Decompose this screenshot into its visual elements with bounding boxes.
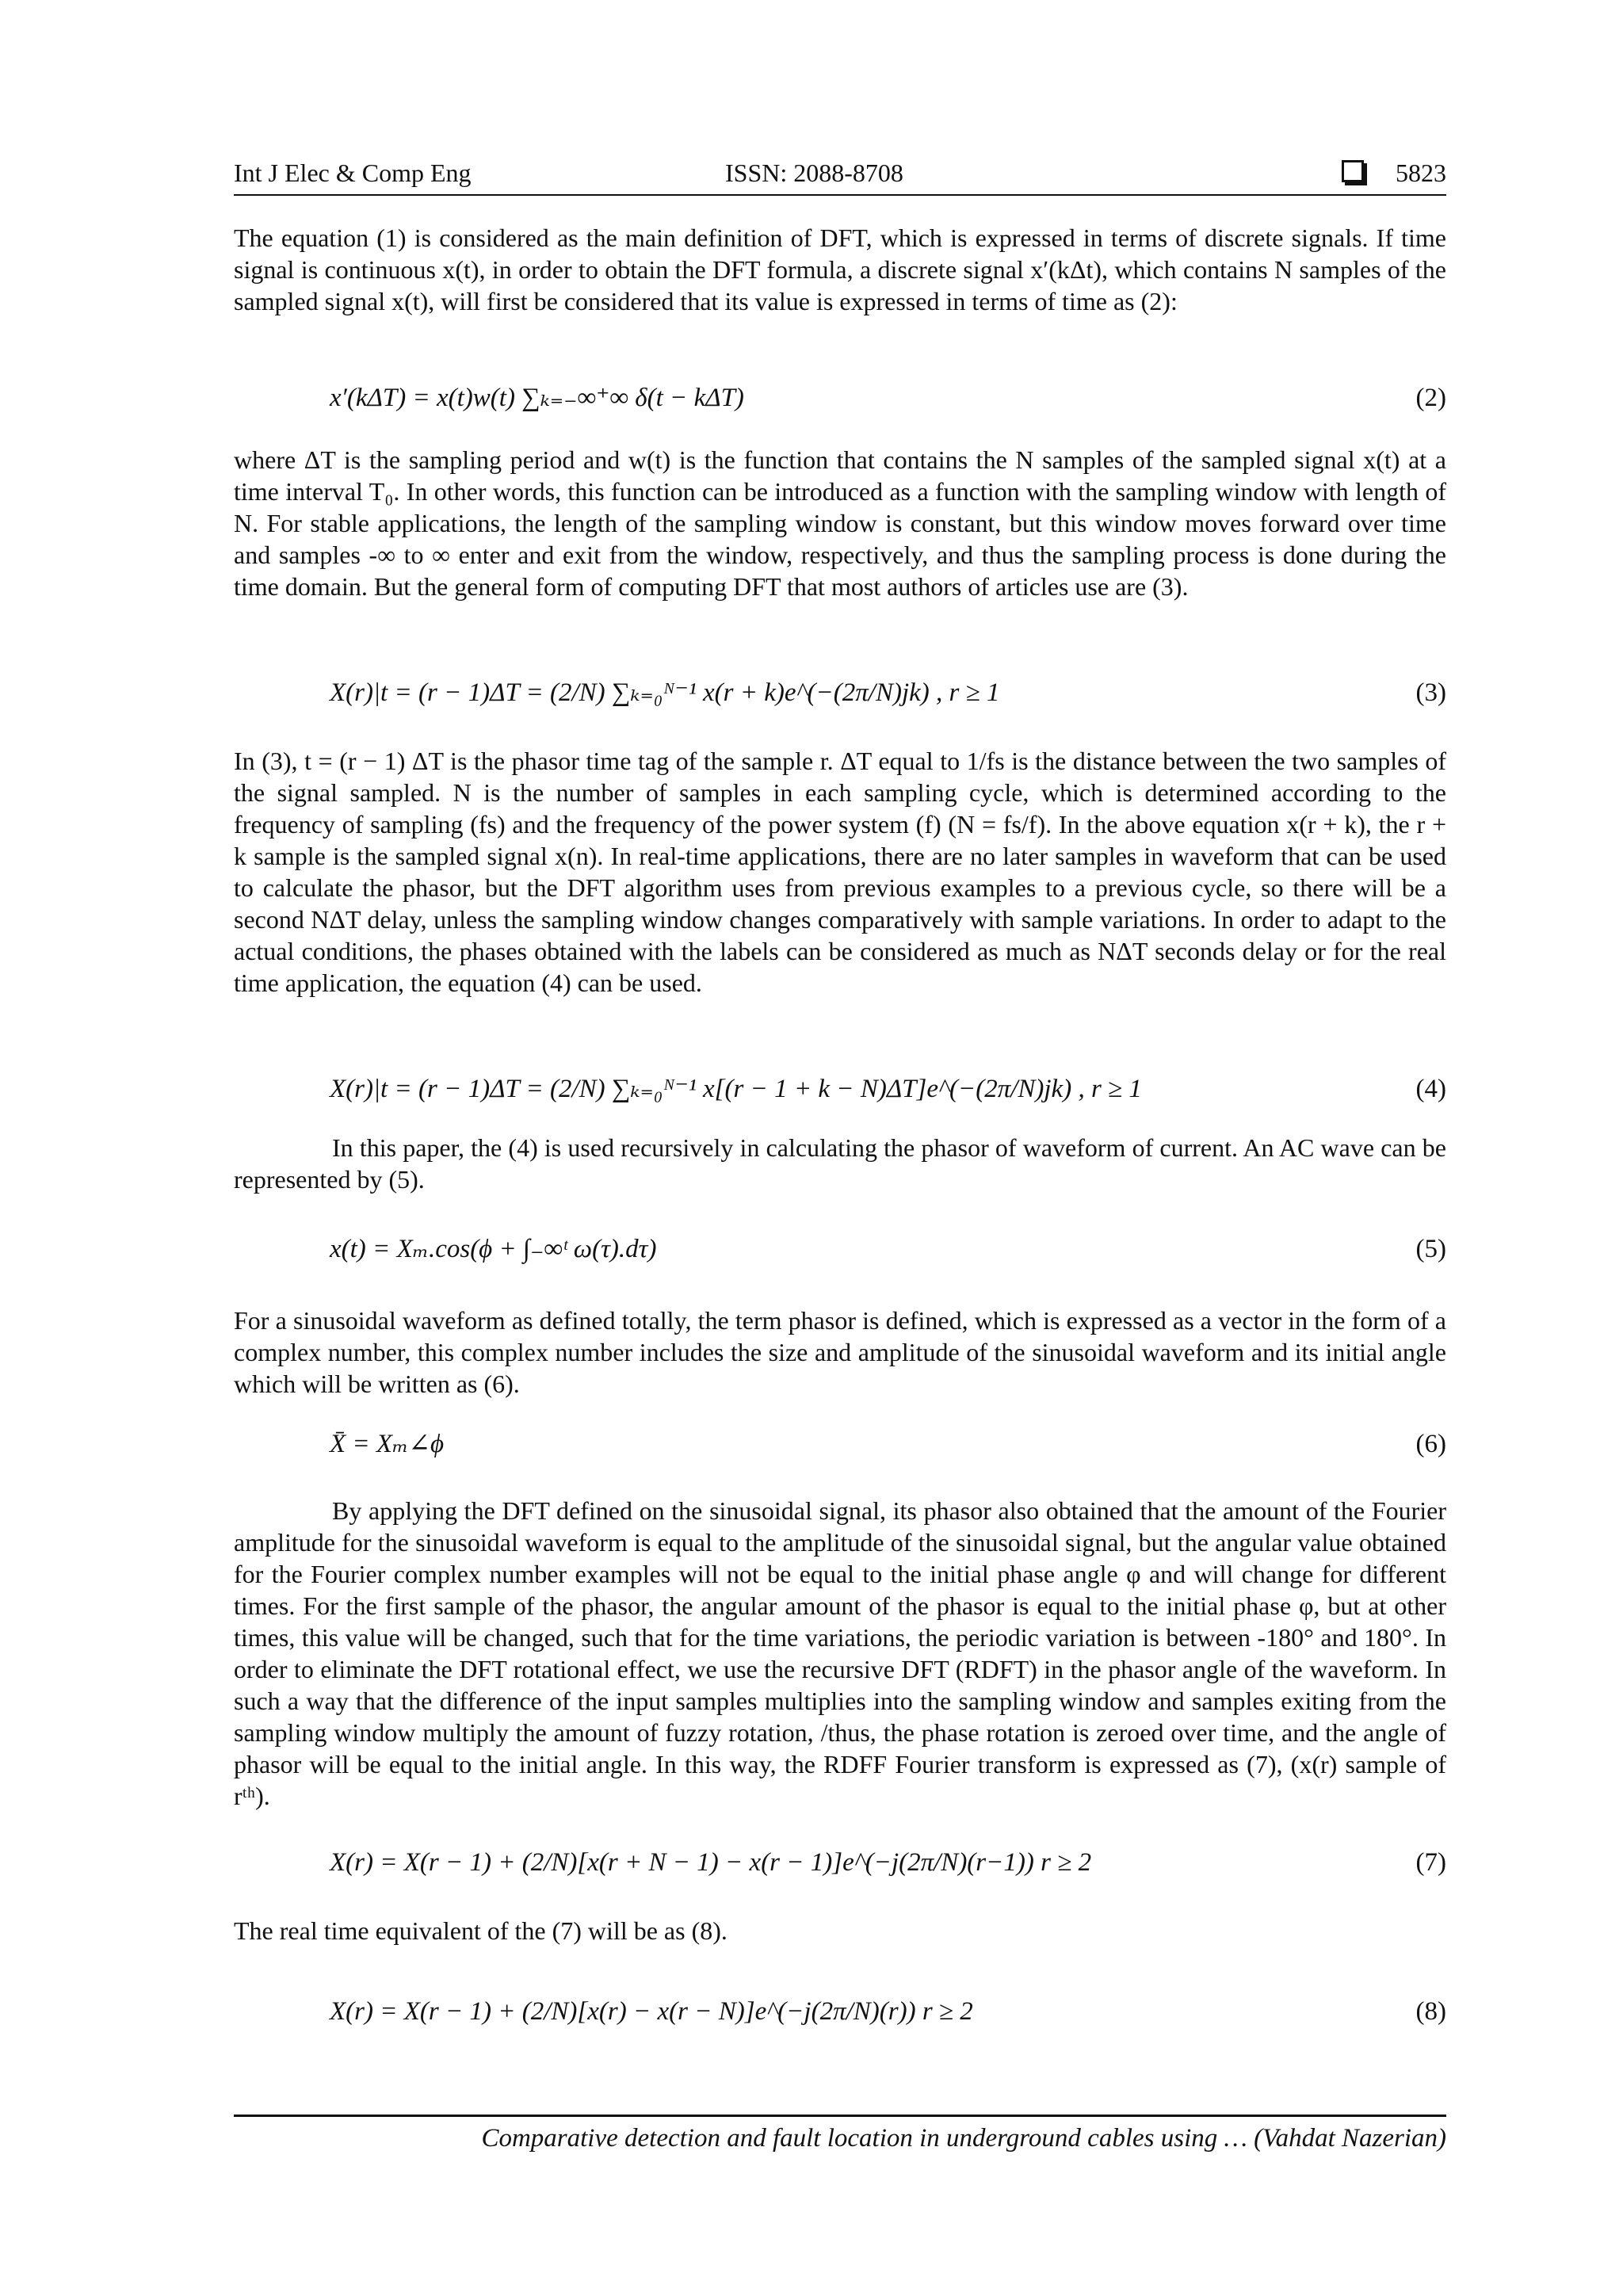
page-number: 5823 [1396,159,1446,187]
equation-7 [330,1840,1446,1885]
equation-4 [330,1067,1446,1111]
paragraph-5: For a sinusoidal waveform as defined totally, the term phasor is defined, which is expressed as a vector in the form of a complex number, this complex number includes the size and amplitude of the sinusoidal waveform and its initial angle which will be written as (6). [234,1306,1446,1398]
equation-5-number: (5) [1415,1235,1446,1263]
paragraph-2: where ΔT is the sampling period and w(t) is the function that contains the N samples of the sampled signal x(t) at a time interval T₀. In other words, this function can be introduced as a function with the sampling window with length of N. For stable applications, the length of the sampling window is constant, but this window moves forward over time and samples -∞ to ∞ enter and exit from the window, respectively, and thus the sampling process is done during the time domain. But the general form of computing DFT that most authors of articles use are (3). [234,445,1446,601]
journal-name: Int J Elec & Comp Eng [234,159,472,187]
square-bullet-icon [1342,160,1364,182]
equation-3-number: (3) [1415,678,1446,707]
paragraph-3: In (3), t = (r − 1) ΔT is the phasor time tag of the sample r. ΔT equal to 1/fs is the distance between the two samples of the signal sampled. N is the number of samples in each sampling cycle, which is determined according to the frequency of sampling (fs) and the frequency of the power system (f) (N = fs/f). In the above equation x(r + k), the r + k sample is the sampled signal x(n). In real-time applications, there are no later samples in waveform that can be used to calculate the phasor, but the DFT algorithm uses from previous examples to a previous cycle, so there will be a second NΔT delay, unless the sampling window changes comparatively with sample variations. In order to adapt to the actual conditions, the phases obtained with the labels can be considered as much as NΔT seconds delay or for the real time application, the equation (4) can be used. [234,747,1446,997]
equation-4-number: (4) [1415,1075,1446,1103]
equation-2-expr: x′(kΔT) = x(t)w(t) ∑ₖ₌₋∞⁺∞ δ(t − kΔT) [330,384,744,412]
equation-2 [330,376,1446,420]
page-footer: Comparative detection and fault location in underground cables using … (Vahdat Nazerian) [481,2124,1446,2153]
paragraph-7: The real time equivalent of the (7) will be as (8). [234,1916,727,1945]
equation-8 [330,1989,1446,2034]
page-header [234,154,1446,192]
equation-3 [330,670,1446,715]
equation-2-number: (2) [1415,384,1446,412]
paragraph-6: By applying the DFT defined on the sinusoidal signal, its phasor also obtained that the amount of the Fourier amplitude for the sinusoidal waveform is equal to the amplitude of the sinusoidal signal, but the angular value obtained for the Fourier complex number examples will not be equal to the initial phase angle φ and will change for different times. For the first sample of the phasor, the angular amount of the phasor is equal to the initial phase φ, but at other times, this value will be changed, such that for the time variations, the periodic variation is between -180° and 180°. In order to eliminate the DFT rotational effect, we use the recursive DFT (RDFT) in the phasor angle of the waveform. In such a way that the difference of the input samples multiplies into the sampling window and samples exiting from the sampling window multiply the amount of fuzzy rotation, /thus, the phase rotation is zeroed over time, and the angle of phasor will be equal to the initial angle. In this way, the RDFF Fourier transform is expressed as (7), (x(r) sample of rᵗʰ). [234,1496,1446,1810]
equation-7-number: (7) [1415,1848,1446,1877]
equation-8-expr: X(r) = X(r − 1) + (2/N)[x(r) − x(r − N)]e^(−j(2π/N)(r)) r ≥ 2 [330,1997,973,2026]
paragraph-1: The equation (1) is considered as the main definition of DFT, which is expressed in terms of discrete signals. If time signal is continuous x(t), in order to obtain the DFT formula, a discrete signal x′(kΔt), which contains N samples of the sampled signal x(t), will first be considered that its value is expressed in terms of time as (2): [234,223,1446,315]
page-number-group [1342,154,1446,192]
equation-6-expr: X̄ = Xₘ∠ϕ [330,1430,445,1458]
equation-5-expr: x(t) = Xₘ.cos(ϕ + ∫₋∞ᵗ ω(τ).dτ) [330,1235,657,1263]
equation-7-expr: X(r) = X(r − 1) + (2/N)[x(r + N − 1) − x(r − 1)]e^(−j(2π/N)(r−1)) r ≥ 2 [330,1848,1092,1877]
footer-divider [234,2115,1446,2117]
paragraph-4: In this paper, the (4) is used recursively in calculating the phasor of waveform of current. An AC wave can be represented by (5). [234,1133,1446,1194]
equation-6 [330,1422,1446,1466]
equation-4-expr: X(r)|t = (r − 1)ΔT = (2/N) ∑ₖ₌₀ᴺ⁻¹ x[(r − 1 + k − N)ΔT]e^(−(2π/N)jk) , r ≥ 1 [330,1075,1142,1103]
equation-8-number: (8) [1415,1997,1446,2026]
equation-6-number: (6) [1415,1430,1446,1458]
equation-5 [330,1227,1446,1271]
header-divider [234,194,1446,196]
equation-3-expr: X(r)|t = (r − 1)ΔT = (2/N) ∑ₖ₌₀ᴺ⁻¹ x(r + k)e^(−(2π/N)jk) , r ≥ 1 [330,678,1000,707]
issn: ISSN: 2088-8708 [725,159,903,187]
